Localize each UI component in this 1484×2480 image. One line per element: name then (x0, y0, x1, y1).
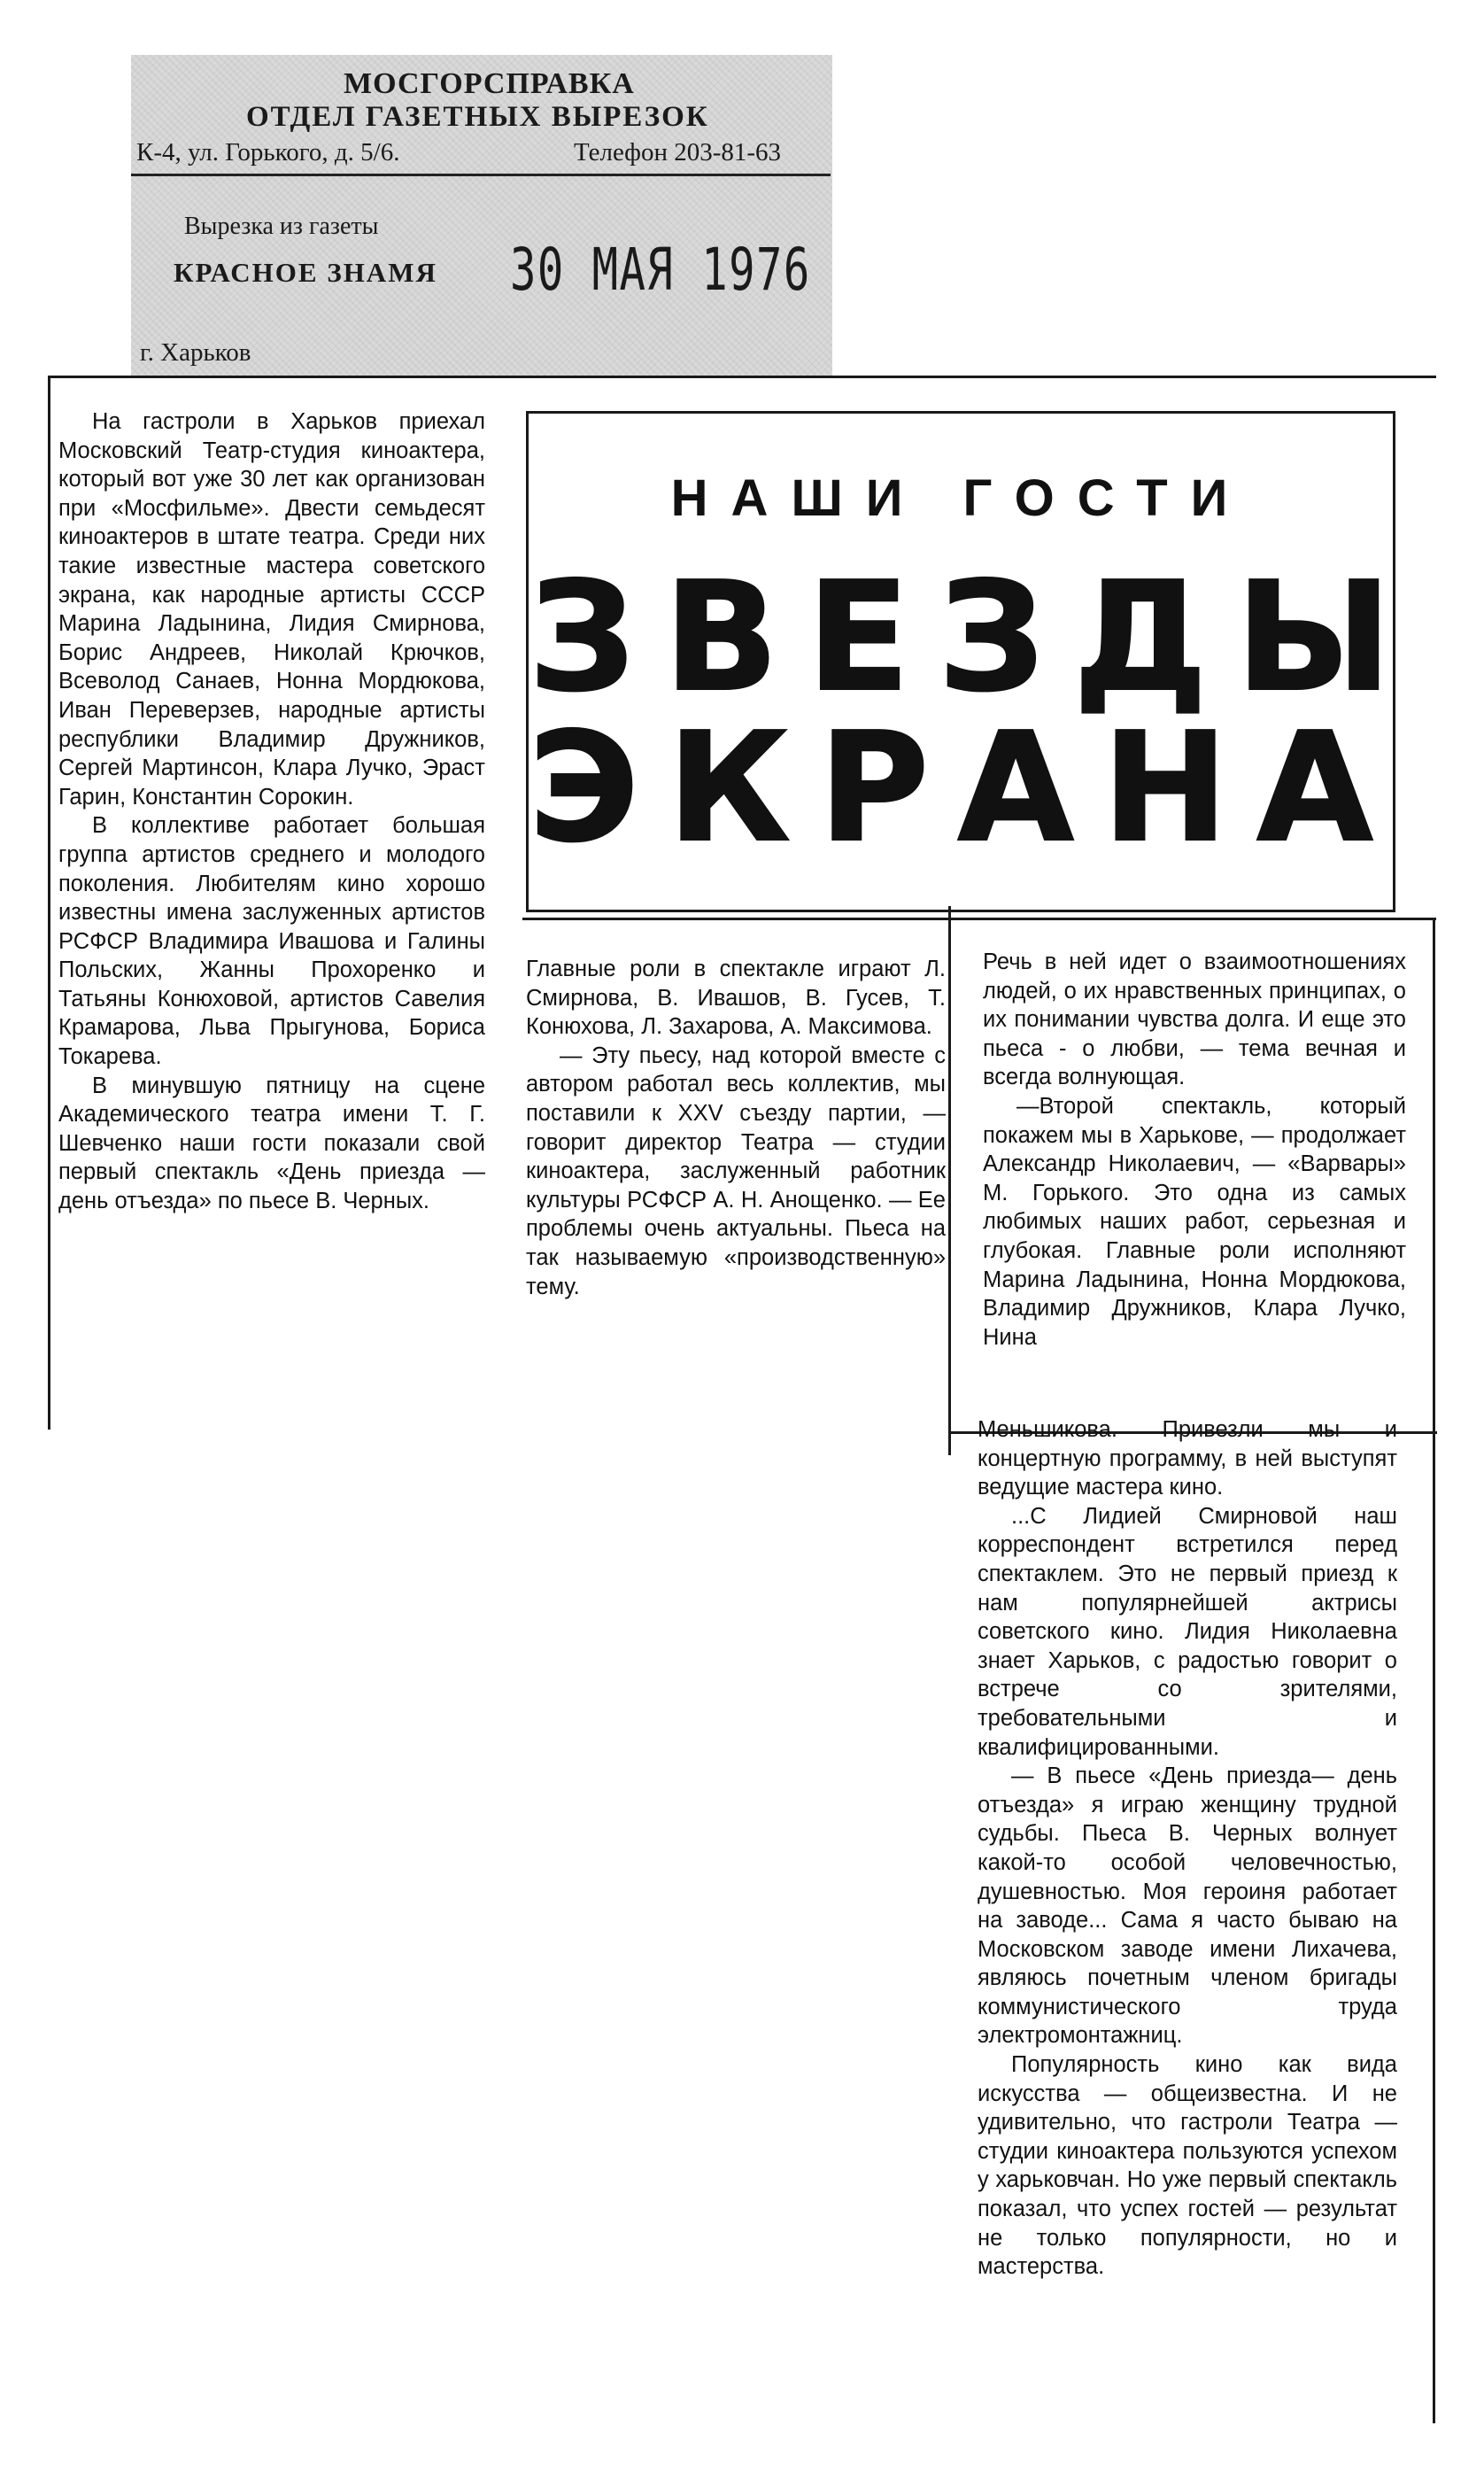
article-paragraph: Популярность кино как вида искусства — общеизвестна. И не удивительно, что гастроли Театра — студии киноактера пользуются успехом у харьковчан. Но уже первый спектакль показал, что успех гостей — результат не только популярности, но и мастерства. (978, 2052, 1397, 2280)
article-column-3 (983, 948, 1406, 1352)
article-column-2 (526, 955, 946, 1301)
article-column-1 (58, 407, 485, 1216)
article-paragraph: Речь в ней идет о взаимоотношениях людей, о их нравственных принципах, о их понимании чувства долга. И еще это пьеса - о любви, — тема вечная и всегда волнующая. (983, 949, 1406, 1090)
frame-rule-top (50, 376, 1436, 378)
frame-rule-under-headline (522, 918, 1436, 920)
stamp-divider (131, 174, 831, 176)
headline-title-line1: ЗВЕЗДЫ (529, 550, 1420, 725)
article-paragraph: Главные роли в спектакле играют Л. Смирнова, В. Ивашов, В. Гусев, Т. Конюхова, Л. Захарова, А. Максимова. (526, 957, 946, 1040)
article-column-4 (978, 1415, 1397, 2282)
stamp-city: г. Харьков (140, 338, 251, 367)
stamp-address: К-4, ул. Горького, д. 5/6. (136, 138, 400, 167)
frame-rule-left (48, 376, 50, 1430)
stamp-newspaper: КРАСНОЕ ЗНАМЯ (174, 257, 437, 288)
article-paragraph: Меньшикова. Привезли мы и концертную программу, в ней выступят ведущие мастера кино. (978, 1417, 1397, 1500)
article-paragraph: —Второй спектакль, который покажем мы в Харькове, — продолжает Александр Николаевич, — «Варвары» М. Горького. Это одна из самых любимых наших работ, серьезная и глубокая. Главные роли исполняют Марина Ладынина, Нонна Мордюкова, Владимир Дружников, Клара Лучко, Нина (983, 1093, 1406, 1350)
stamp-department: ОТДЕЛ ГАЗЕТНЫХ ВЫРЕЗОК (246, 101, 709, 133)
headline-box (526, 411, 1420, 912)
article-paragraph: В минувшую пятницу на сцене Академического театра имени Т. Г. Шевченко наши гости показали свой первый спектакль «День приезда — день отъезда» по пьесе В. Черных. (58, 1073, 485, 1214)
article-paragraph: В коллективе работает большая группа артистов среднего и молодого поколения. Любителям кино хорошо известны имена заслуженных артистов РСФСР Владимира Ивашова и Галины Польских, Жанны Прохоренко и Татьяны Конюховой, артистов Савелия Крамарова, Льва Прыгунова, Бориса Токарева. (58, 813, 485, 1070)
article-paragraph: — Эту пьесу, над которой вместе с автором работал весь коллектив, мы поставили к XXV съезду партии, — говорит директор Театра — студии киноактера, заслуженный работник культуры РСФСР А. Н. Анощенко. — Ее проблемы очень актуальны. Пьеса на так называемую «производственную» тему. (526, 1042, 946, 1299)
frame-rule-right (1433, 918, 1435, 2423)
article-paragraph: ...С Лидией Смирновой наш корреспондент встретился перед спектаклем. Это не первый приезд к нам популярнейшей актрисы советского кино. Лидия Николаевна знает Харьков, с радостью говорит о встрече со зрителями, требовательными и квалифицированными. (978, 1503, 1397, 1760)
clipping-stamp (131, 55, 832, 376)
article-paragraph: На гастроли в Харьков приехал Московский Театр-студия киноактера, который вот уже 30 лет как организован при «Мосфильме». Двести семьдесят киноактеров в штате театра. Среди них такие известные мастера советского экрана, как народные артисты СССР Марина Ладынина, Лидия Смирнова, Борис Андреев, Николай Крючков, Всеволод Санаев, Нонна Мордюкова, Иван Переверзев, народные артисты республики Владимир Дружников, Сергей Мартинсон, Клара Лучко, Эраст Гарин, Константин Сорокин. (58, 409, 485, 810)
article-paragraph: — В пьесе «День приезда— день отъезда» я играю женщину трудной судьбы. Пьеса В. Черных волнует какой-то особой человечностью, душевностью. Моя героиня работает на заводе... Сама я часто бываю на Московском заводе имени Лихачева, являюсь почетным членом бригады коммунистического труда электромонтажниц. (978, 1763, 1397, 2049)
frame-rule-column-divider (948, 906, 951, 1455)
headline-title-line2: ЭКРАНА (529, 701, 1402, 876)
stamp-date: 30 МАЯ 1976 (510, 236, 811, 304)
stamp-organization: МОСГОРСПРАВКА (344, 67, 635, 100)
stamp-phone: Телефон 203-81-63 (574, 138, 782, 167)
stamp-cutting-label: Вырезка из газеты (184, 213, 379, 240)
headline-kicker: НАШИ ГОСТИ (670, 469, 1251, 527)
